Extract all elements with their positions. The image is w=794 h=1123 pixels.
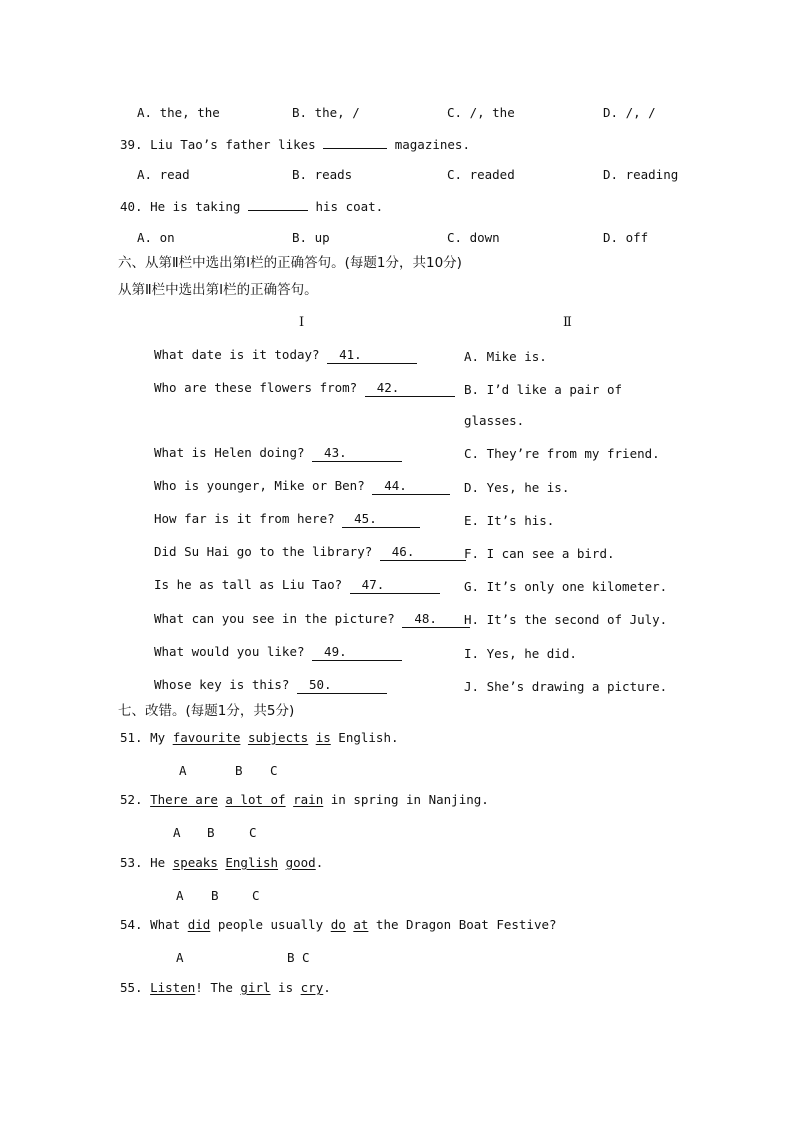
matching-answer-h: H. It’s the second of July. xyxy=(464,612,668,627)
q40-option-d: D. off xyxy=(603,230,649,245)
sentence-text: . xyxy=(323,980,331,995)
answer-blank: 45. xyxy=(342,511,420,528)
answer-blank: 41. xyxy=(327,347,417,364)
underlined-option-b: a lot of xyxy=(225,792,286,807)
sentence-text: the Dragon Boat Festive? xyxy=(368,917,557,932)
answer-blank: 43. xyxy=(312,445,402,462)
column-2-header: Ⅱ xyxy=(563,315,572,330)
matching-answer-j: J. She’s drawing a picture. xyxy=(464,679,668,694)
question-text: Who are these flowers from? xyxy=(154,380,365,395)
q40-text-post: his coat. xyxy=(307,199,384,214)
matching-answer-d: D. Yes, he is. xyxy=(464,480,570,495)
label-c: C xyxy=(270,763,278,778)
error-correction-q54 xyxy=(120,917,557,933)
section6-instruction: 从第Ⅱ栏中选出第Ⅰ栏的正确答句。 xyxy=(118,282,318,298)
matching-answer-f: F. I can see a bird. xyxy=(464,546,615,561)
question-text: What can you see in the picture? xyxy=(154,611,403,626)
matching-question-45 xyxy=(154,511,420,528)
sentence-text: 51. My xyxy=(120,730,173,745)
matching-question-50 xyxy=(154,677,387,694)
matching-answer-c: C. They’re from my friend. xyxy=(464,446,660,461)
matching-question-41 xyxy=(154,347,417,364)
sentence-text: 52. xyxy=(120,792,151,807)
section6-heading: 六、从第Ⅱ栏中选出第Ⅰ栏的正确答句。(每题1分，共10分) xyxy=(118,255,462,271)
label-c: C xyxy=(252,888,260,903)
q39-option-a: A. read xyxy=(137,167,190,182)
answer-blank: 47. xyxy=(350,577,440,594)
label-b: B xyxy=(207,825,215,840)
q38-option-c: C. /, the xyxy=(447,105,515,120)
question-text: Who is younger, Mike or Ben? xyxy=(154,478,373,493)
error-correction-q55 xyxy=(120,980,331,996)
underlined-option-c: cry xyxy=(300,980,324,995)
underlined-option-c: rain xyxy=(293,792,324,807)
label-a: A xyxy=(179,763,187,778)
section7-heading: 七、改错。(每题1分，共5分) xyxy=(118,703,295,719)
sentence-text: 55. xyxy=(120,980,151,995)
label-a: A xyxy=(173,825,181,840)
matching-question-43 xyxy=(154,445,402,462)
q39-option-b: B. reads xyxy=(292,167,353,182)
matching-question-48 xyxy=(154,611,470,628)
sentence-text: 54. What xyxy=(120,917,188,932)
question-text: What would you like? xyxy=(154,644,313,659)
answer-blank: 46. xyxy=(380,544,466,561)
q38-option-a: A. the, the xyxy=(137,105,220,120)
answer-blank: 50. xyxy=(297,677,387,694)
q40-option-b: B. up xyxy=(292,230,330,245)
underlined-option-a: did xyxy=(187,917,211,932)
q39-text-pre: 39. Liu Tao’s father likes xyxy=(120,137,324,152)
q38-option-b: B. the, / xyxy=(292,105,360,120)
underlined-option-b: do xyxy=(330,917,346,932)
underlined-option-c: at xyxy=(353,917,369,932)
matching-question-47 xyxy=(154,577,440,594)
error-correction-q52 xyxy=(120,792,489,808)
question-text: How far is it from here? xyxy=(154,511,343,526)
label-c: C xyxy=(249,825,257,840)
q39-text-post: magazines. xyxy=(387,137,470,152)
error-correction-q51 xyxy=(120,730,399,746)
q40-text-pre: 40. He is taking xyxy=(120,199,248,214)
sentence-text: 53. He xyxy=(120,855,173,870)
sentence-text: ! The xyxy=(195,980,241,995)
sentence-text: . xyxy=(315,855,324,870)
question-text: Whose key is this? xyxy=(154,677,297,692)
underlined-option-c: is xyxy=(315,730,331,745)
q40-option-c: C. down xyxy=(447,230,500,245)
matching-answer-b: B. I’d like a pair of xyxy=(464,382,623,397)
underlined-option-a: Listen xyxy=(150,980,196,995)
answer-blank: 48. xyxy=(402,611,470,628)
column-1-header: Ⅰ xyxy=(299,315,305,330)
q40-blank xyxy=(248,198,308,211)
underlined-option-a: favourite xyxy=(172,730,241,745)
q39-stem xyxy=(120,136,470,153)
question-text: What date is it today? xyxy=(154,347,328,362)
sentence-text: in spring in Nanjing. xyxy=(323,792,489,807)
q39-option-c: C. readed xyxy=(447,167,515,182)
matching-answer-g: G. It’s only one kilometer. xyxy=(464,579,668,594)
error-correction-q53 xyxy=(120,855,323,871)
matching-answer-e: E. It’s his. xyxy=(464,513,555,528)
question-text: What is Helen doing? xyxy=(154,445,313,460)
matching-answer-a: A. Mike is. xyxy=(464,349,547,364)
underlined-option-a: speaks xyxy=(172,855,218,870)
matching-question-42 xyxy=(154,380,455,397)
matching-answer-i: I. Yes, he did. xyxy=(464,646,577,661)
question-text: Is he as tall as Liu Tao? xyxy=(154,577,350,592)
answer-blank: 44. xyxy=(372,478,450,495)
label-b: B xyxy=(211,888,219,903)
underlined-option-c: good xyxy=(285,855,316,870)
underlined-option-b: girl xyxy=(240,980,271,995)
matching-question-44 xyxy=(154,478,450,495)
q38-option-d: D. /, / xyxy=(603,105,656,120)
q40-option-a: A. on xyxy=(137,230,175,245)
label-b-c: B C xyxy=(287,950,310,965)
question-text: Did Su Hai go to the library? xyxy=(154,544,380,559)
sentence-text: people usually xyxy=(210,917,331,932)
matching-question-46 xyxy=(154,544,466,561)
matching-answer-b-continued: glasses. xyxy=(464,413,525,428)
q39-blank xyxy=(323,136,387,149)
sentence-text: is xyxy=(270,980,301,995)
underlined-option-a: There are xyxy=(150,792,218,807)
sentence-text: English. xyxy=(330,730,399,745)
answer-blank: 42. xyxy=(365,380,455,397)
matching-question-49 xyxy=(154,644,402,661)
label-b: B xyxy=(235,763,243,778)
q39-option-d: D. reading xyxy=(603,167,679,182)
label-a: A xyxy=(176,950,184,965)
label-a: A xyxy=(176,888,184,903)
underlined-option-b: English xyxy=(225,855,279,870)
answer-blank: 49. xyxy=(312,644,402,661)
underlined-option-b: subjects xyxy=(247,730,309,745)
q40-stem xyxy=(120,198,383,215)
